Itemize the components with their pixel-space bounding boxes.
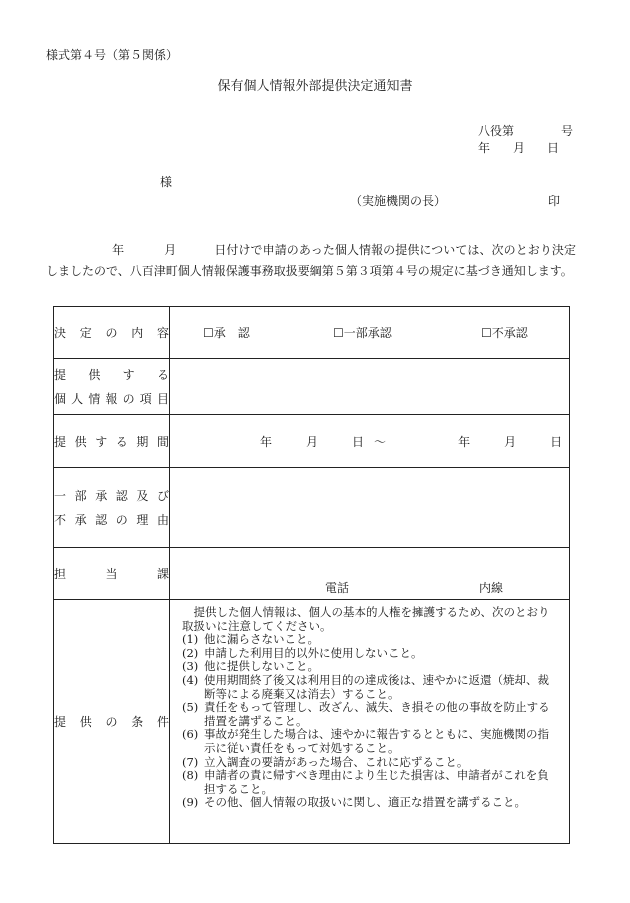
condition-text: 申請した利用目的以外に使用しないこと。 xyxy=(204,645,423,660)
seal-mark: 印 xyxy=(548,194,561,208)
items-label xyxy=(54,359,170,415)
decision-options xyxy=(170,307,570,359)
condition-text: 使用期間終了後又は利用目的の達成後は、速やかに返還（焼却、裁断等による廃棄又は消去）すること。 xyxy=(204,672,549,701)
condition-number: (6) xyxy=(182,727,199,742)
doc-number-prefix: 八役第 xyxy=(478,124,515,138)
date-year: 年 xyxy=(478,141,491,155)
condition-item xyxy=(182,796,559,810)
condition-number: (3) xyxy=(182,659,199,674)
condition-item xyxy=(182,769,559,796)
period-end-day: 日 xyxy=(550,434,563,449)
department-value xyxy=(170,548,570,600)
period-start-year: 年 xyxy=(260,434,273,449)
condition-item xyxy=(182,647,559,661)
period-value xyxy=(170,415,570,468)
option-approve[interactable]: ☐承 認 xyxy=(203,326,250,340)
condition-item xyxy=(182,660,559,674)
period-end-year: 年 xyxy=(458,434,471,449)
issue-date xyxy=(478,141,559,155)
condition-item xyxy=(182,633,559,647)
conditions-intro: 提供した個人情報は、個人の基本的人権を擁護するため、次のとおり取扱いに注意してください。 xyxy=(182,605,550,633)
extension-label: 内線 xyxy=(479,581,504,595)
condition-number: (2) xyxy=(182,645,199,660)
row-decision xyxy=(54,307,570,359)
condition-number: (5) xyxy=(182,700,199,715)
reason-label-line2: 不 承 認 の 理 由 xyxy=(54,512,169,527)
addressee-suffix: 様 xyxy=(160,175,173,189)
items-label-line1: 提 供 す る xyxy=(54,367,169,382)
period-tilde: ～ xyxy=(374,434,387,449)
condition-text: 立入調査の要請があった場合、これに応ずること。 xyxy=(204,754,469,769)
body-year: 年 xyxy=(112,243,125,257)
condition-number: (8) xyxy=(182,768,199,783)
body-month: 月 xyxy=(164,243,177,257)
condition-text: 申請者の責に帰すべき理由により生じた損害は、申請者がこれを負担すること。 xyxy=(204,768,549,796)
condition-number: (1) xyxy=(182,632,199,647)
option-partial-approve[interactable]: ☐一部承認 xyxy=(333,326,392,340)
condition-item xyxy=(182,674,559,701)
row-conditions xyxy=(54,600,570,844)
condition-number: (4) xyxy=(182,672,199,687)
date-month: 月 xyxy=(513,141,526,155)
doc-number-suffix: 号 xyxy=(561,124,574,138)
row-period xyxy=(54,415,570,468)
period-label: 提 供 す る 期 間 xyxy=(54,415,170,468)
period-end-month: 月 xyxy=(504,434,517,449)
phone-label: 電話 xyxy=(325,581,350,595)
row-reason xyxy=(54,468,570,548)
period-start-month: 月 xyxy=(306,434,319,449)
condition-text: 他に提供しないこと。 xyxy=(204,659,319,674)
reason-label-line1: 一 部 承 認 及 び xyxy=(54,488,169,503)
decision-table xyxy=(53,306,570,844)
reason-label xyxy=(54,468,170,548)
body-text: 日付けで申請のあった個人情報の提供については、次のとおり決定しましたので、八百津町個人情報保護事務取扱要綱第５第３項第４号の規定に基づき通知します。 xyxy=(46,243,576,278)
condition-item xyxy=(182,728,559,755)
document-number xyxy=(478,124,573,138)
conditions-value xyxy=(170,600,570,844)
period-start-day: 日 xyxy=(352,434,365,449)
condition-item xyxy=(182,701,559,728)
condition-number: (9) xyxy=(182,795,199,810)
condition-text: 他に漏らさないこと。 xyxy=(204,632,319,647)
items-value[interactable] xyxy=(170,359,570,415)
condition-number: (7) xyxy=(182,754,199,769)
department-label: 担 当 課 xyxy=(54,548,170,600)
row-department xyxy=(54,548,570,600)
conditions-label: 提 供 の 条 件 xyxy=(54,600,170,844)
issuer: （実施機関の長） xyxy=(350,194,447,208)
date-day: 日 xyxy=(547,141,560,155)
condition-text: その他、個人情報の取扱いに関し、適正な措置を講ずること。 xyxy=(204,795,526,810)
reason-value[interactable] xyxy=(170,468,570,548)
document-title: 保有個人情報外部提供決定通知書 xyxy=(217,79,413,94)
notice-body xyxy=(46,240,576,282)
form-id: 様式第４号（第５関係） xyxy=(46,48,179,62)
condition-text: 責任をもって管理し、改ざん、滅失、き損その他の事故を防止する措置を講ずること。 xyxy=(204,700,550,728)
option-reject[interactable]: ☐不承認 xyxy=(481,326,528,340)
condition-item xyxy=(182,756,559,770)
decision-label: 決 定 の 内 容 xyxy=(54,307,170,359)
items-label-line2: 個 人 情 報 の 項 目 xyxy=(54,391,169,406)
row-items xyxy=(54,359,570,415)
condition-text: 事故が発生した場合は、速やかに報告するとともに、実施機関の指示に従い責任をもって対処すること。 xyxy=(204,727,549,755)
